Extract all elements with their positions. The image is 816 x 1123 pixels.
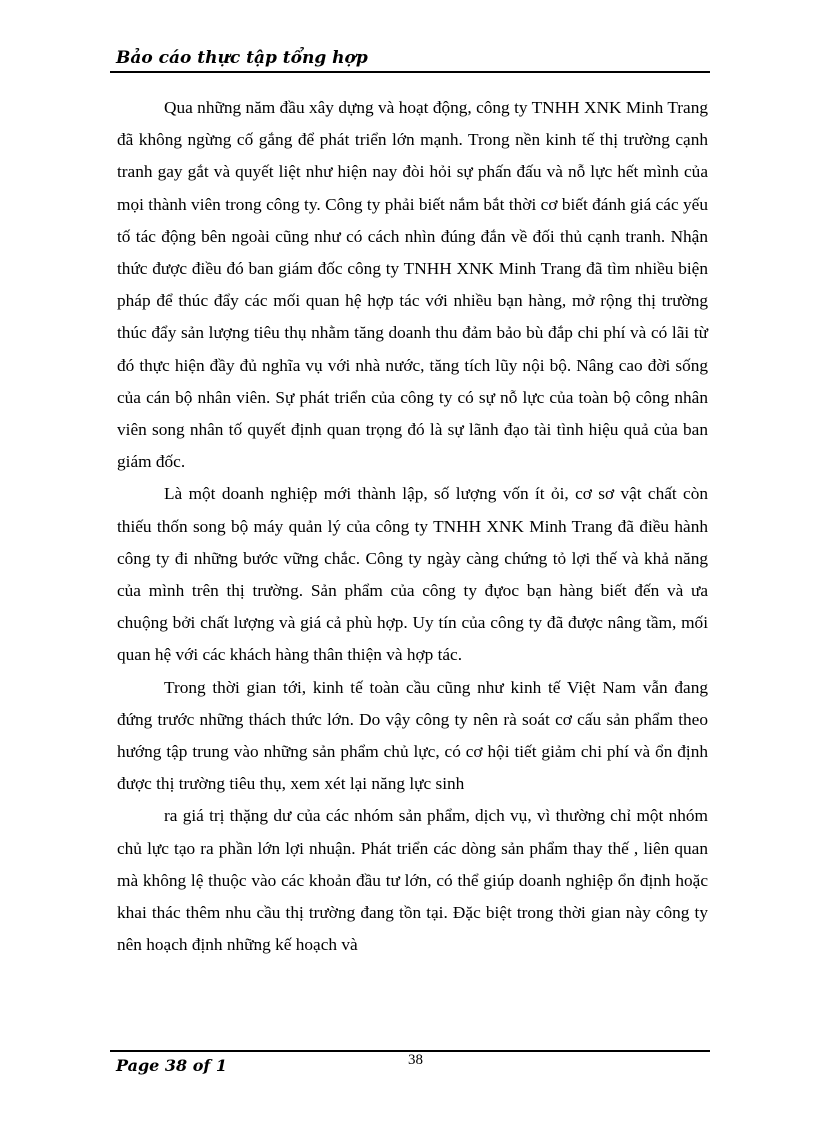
paragraph-1: Qua những năm đầu xây dựng và hoạt động, công ty TNHH XNK Minh Trang đã không ngừng cố gắng để phát triển lớn mạnh. Trong nền kinh tế thị trường cạnh tranh gay gắt và quyết liệt như hiện nay đòi hỏi sự phấn đấu và nỗ lực hết mình của mọi thành viên trong công ty. Công ty phải biết nắm bắt thời cơ biết đánh giá các yếu tố tác động bên ngoài cũng như có cách nhìn đúng đắn về đối thủ cạnh tranh. Nhận thức được điều đó ban giám đốc công ty TNHH XNK Minh Trang đã tìm nhiều biện pháp để thúc đẩy các mối quan hệ hợp tác với nhiều bạn hàng, mở rộng thị trường thúc đẩy sản lượng tiêu thụ nhằm tăng doanh thu đảm bảo bù đắp chi phí và có lãi từ đó thực hiện đầy đủ nghĩa vụ với nhà nước, tăng tích lũy nội bộ. Nâng cao đời sống của cán bộ nhân viên. Sự phát triển của công ty có sự nỗ lực của toàn bộ công nhân viên song nhân tố quyết định quan trọng đó là sự lãnh đạo tài tình hiệu quả của ban giám đốc. <box>117 98 708 472</box>
body-text <box>117 92 708 961</box>
header-divider <box>110 71 710 73</box>
footer-page-label: Page 38 of 1 <box>116 1056 227 1075</box>
paragraph-3: Trong thời gian tới, kinh tế toàn cầu cũng như kinh tế Việt Nam vẫn đang đứng trước những thách thức lớn. Do vậy công ty nên rà soát cơ cấu sản phẩm theo hướng tập trung vào những sản phẩm chủ lực, có cơ hội tiết giảm chi phí và ổn định được thị trường tiêu thụ, xem xét lại năng lực sinh <box>117 677 708 794</box>
header-title: Bảo cáo thực tập tổng hợp <box>116 48 368 68</box>
paragraph-4: ra giá trị thặng dư của các nhóm sản phẩm, dịch vụ, vì thường chỉ một nhóm chủ lực tạo ra phần lớn lợi nhuận. Phát triển các dòng sản phẩm thay thế , liên quan mà không lệ thuộc vào các khoản đầu tư lớn, có thể giúp doanh nghiệp ổn định hoặc khai thác thêm nhu cầu thị trường đang tồn tại. Đặc biệt trong thời gian này công ty nên hoạch định những kế hoạch và <box>117 806 708 955</box>
paragraph-2: Là một doanh nghiệp mới thành lập, số lượng vốn ít ỏi, cơ sơ vật chất còn thiếu thốn song bộ máy quản lý của công ty TNHH XNK Minh Trang đã điều hành công ty đi những bước vững chắc. Công ty ngày càng chứng tỏ lợi thế và khả năng của mình trên thị trường. Sản phẩm của công ty đựoc bạn hàng biết đến và ưa chuộng bởi chất lượng và giá cả phù hợp. Uy tín của công ty đã được nâng tầm, mối quan hệ với các khách hàng thân thiện và hợp tác. <box>117 484 708 665</box>
footer-page-number: 38 <box>408 1052 423 1068</box>
